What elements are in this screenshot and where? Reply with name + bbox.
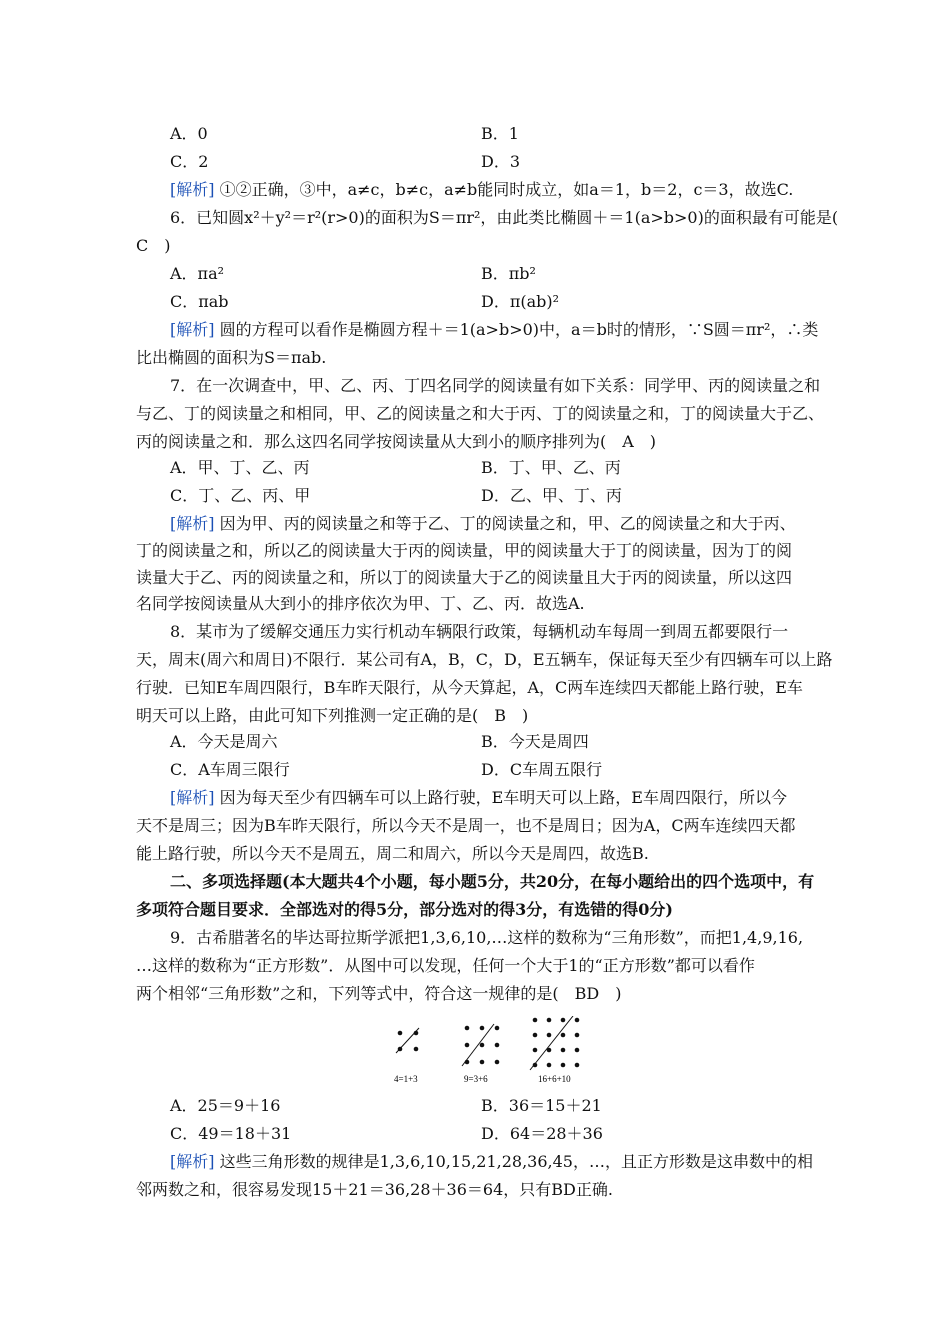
q9-stem-line-3: 两个相邻“三角形数”之和，下列等式中，符合这一规律的是( BD ): [136, 984, 622, 1003]
q5-option-a: A．0: [170, 124, 208, 143]
q6-stem-line-2: C ): [136, 236, 171, 255]
q8-option-c: C．A车周三限行: [170, 760, 290, 779]
q6-explanation-line-2: 比出椭圆的面积为S＝πab.: [136, 348, 327, 367]
figure-caption-3: 16+6+10: [538, 1074, 571, 1084]
q7-option-c: C．丁、乙、丙、甲: [170, 486, 311, 505]
q8-stem-line-4: 明天可以上路，由此可知下列推测一定正确的是( B ): [136, 706, 529, 725]
q8-option-b: B．今天是周四: [481, 732, 589, 751]
q8-option-a: A．今天是周六: [170, 732, 278, 751]
q9-explanation-line-2: 邻两数之和，很容易发现15＋21＝36,28＋36＝64，只有BD正确.: [136, 1180, 613, 1199]
figure-caption-2: 9=3+6: [464, 1074, 488, 1084]
q9-option-c: C．49＝18＋31: [170, 1124, 292, 1143]
figure-caption-1: 4=1+3: [394, 1074, 418, 1084]
q5-explanation-text: ①②正确，③中，a≠c，b≠c，a≠b能同时成立，如a＝1，b＝2，c＝3，故选C.: [219, 180, 794, 199]
q7-option-b: B．丁、甲、乙、丙: [481, 458, 621, 477]
section-2-heading-line-1: 二、多项选择题(本大题共4个小题，每小题5分，共20分，在每小题给出的四个选项中，有: [170, 872, 815, 891]
q8-stem-line-3: 行驶．已知E车周四限行，B车昨天限行，从今天算起，A，C两车连续四天都能上路行驶，E车: [136, 678, 803, 697]
q8-stem-line-1: 8．某市为了缓解交通压力实行机动车辆限行政策，每辆机动车每周一到周五都要限行一: [170, 622, 789, 641]
q7-explanation-line-1: [170, 514, 816, 536]
q9-explanation-line-1: [170, 1152, 816, 1174]
explanation-tag: [解析]: [170, 1152, 215, 1171]
q8-explanation-line-1: [170, 788, 816, 810]
dot-pattern-2x2: [396, 1028, 419, 1053]
square-numbers-dot-figure: [388, 1016, 590, 1090]
q6-option-d: D．π(ab)²: [481, 292, 560, 311]
q7-option-a: A．甲、丁、乙、丙: [170, 458, 310, 477]
q8-option-d: D．C车周五限行: [481, 760, 603, 779]
q7-option-d: D．乙、甲、丁、丙: [481, 486, 622, 505]
explanation-tag: [解析]: [170, 180, 215, 199]
q5-option-b: B．1: [481, 124, 519, 143]
q6-explanation-text: 圆的方程可以看作是椭圆方程＋＝1(a>b>0)中，a＝b时的情形，∵S圆＝πr²，∴类: [219, 320, 819, 339]
dot-pattern-4x4: [530, 1016, 579, 1070]
q7-explanation-line-3: 读量大于乙、丙的阅读量之和，所以丁的阅读量大于乙的阅读量且大于丙的阅读量，所以这四: [136, 568, 793, 587]
q9-option-b: B．36＝15＋21: [481, 1096, 602, 1115]
q9-explanation-text: 这些三角形数的规律是1,3,6,10,15,21,28,36,45，…，且正方形数是这串数中的相: [219, 1152, 813, 1171]
q7-stem-line-1: 7．在一次调查中，甲、乙、丙、丁四名同学的阅读量有如下关系：同学甲、丙的阅读量之和: [170, 376, 821, 395]
q8-explanation-text: 因为每天至少有四辆车可以上路行驶，E车明天可以上路，E车周四限行，所以今: [219, 788, 787, 807]
q6-stem-line-1: 6．已知圆x²＋y²＝r²(r>0)的面积为S＝πr²，由此类比椭圆＋＝1(a>b>0)的面积最有可能是(: [170, 208, 839, 227]
dot-pattern-3x3: [462, 1024, 499, 1066]
q8-stem-line-2: 天，周末(周六和周日)不限行．某公司有A，B，C，D，E五辆车，保证每天至少有四辆车可以上路: [136, 650, 833, 669]
q7-stem-line-3: 丙的阅读量之和．那么这四名同学按阅读量从大到小的顺序排列为( A ): [136, 432, 657, 451]
q7-explanation-line-2: 丁的阅读量之和，所以乙的阅读量大于丙的阅读量，甲的阅读量大于丁的阅读量，因为丁的阅: [136, 541, 793, 560]
q9-option-d: D．64＝28＋36: [481, 1124, 603, 1143]
q5-option-c: C．2: [170, 152, 209, 171]
q8-explanation-line-2: 天不是周三；因为B车昨天限行，所以今天不是周一，也不是周日；因为A，C两车连续四天都: [136, 816, 796, 835]
q9-stem-line-2: …这样的数称为“正方形数”．从图中可以发现，任何一个大于1的“正方形数”都可以看作: [136, 956, 755, 975]
explanation-tag: [解析]: [170, 788, 215, 807]
q6-option-a: A．πa²: [170, 264, 225, 283]
q7-explanation-line-4: 名同学按阅读量从大到小的排序依次为甲、丁、乙、丙．故选A.: [136, 594, 585, 613]
q6-explanation-line-1: [170, 320, 819, 342]
explanation-tag: [解析]: [170, 514, 215, 533]
q6-option-b: B．πb²: [481, 264, 536, 283]
q9-stem-line-1: 9．古希腊著名的毕达哥拉斯学派把1,3,6,10,…这样的数称为“三角形数”，而把1,4,9,16,: [170, 928, 804, 947]
q7-stem-line-2: 与乙、丁的阅读量之和相同，甲、乙的阅读量之和大于丙、丁的阅读量之和，丁的阅读量大于乙、: [136, 404, 825, 423]
section-2-heading-line-2: 多项符合题目要求．全部选对的得5分，部分选对的得3分，有选错的得0分): [136, 900, 673, 919]
q5-explanation: [170, 180, 816, 202]
q6-option-c: C．πab: [170, 292, 229, 311]
q5-option-d: D．3: [481, 152, 521, 171]
q7-explanation-text: 因为甲、丙的阅读量之和等于乙、丁的阅读量之和，甲、乙的阅读量之和大于丙、: [219, 514, 796, 533]
q9-option-a: A．25＝9＋16: [170, 1096, 281, 1115]
q8-explanation-line-3: 能上路行驶，所以今天不是周五，周二和周六，所以今天是周四，故选B.: [136, 844, 649, 863]
explanation-tag: [解析]: [170, 320, 215, 339]
